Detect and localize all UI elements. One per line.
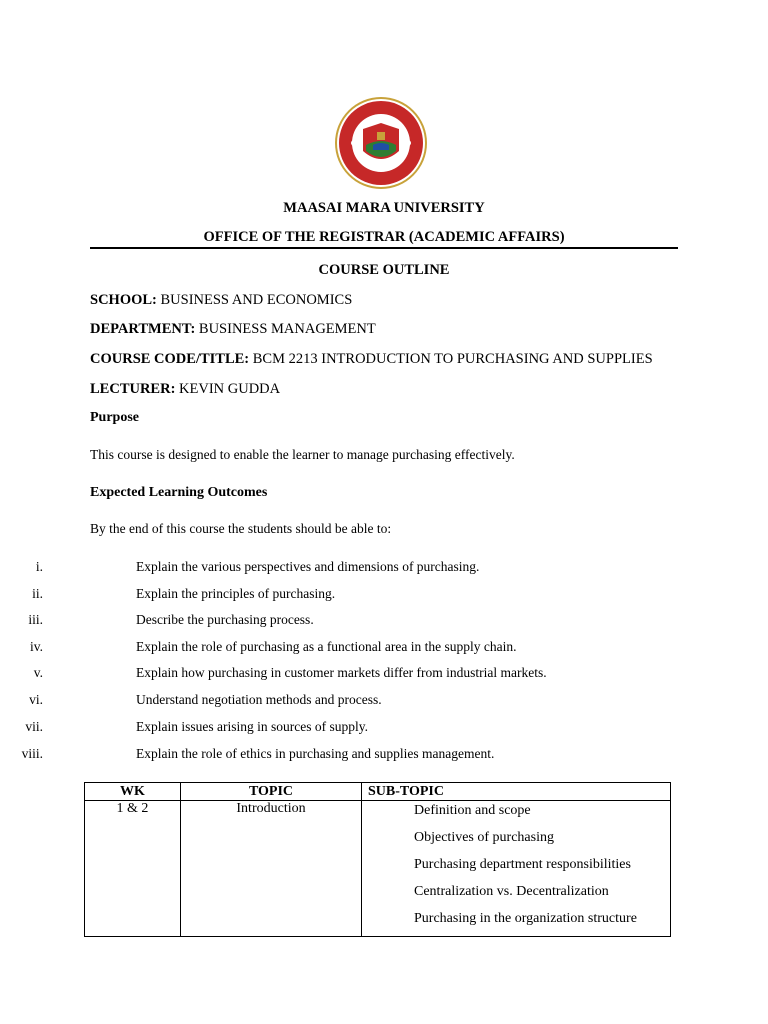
outcome-number: v. <box>33 665 43 680</box>
school-line <box>90 292 352 309</box>
purpose-text: This course is designed to enable the learner to manage purchasing effectively. <box>90 447 515 462</box>
outcome-text: Explain the role of purchasing as a functional area in the supply chain. <box>136 639 517 654</box>
outcome-number: ii. <box>32 586 43 601</box>
outcome-text: Describe the purchasing process. <box>136 612 314 627</box>
department-line <box>90 321 376 338</box>
column-header-subtopic: SUB-TOPIC <box>362 783 671 801</box>
document-title: COURSE OUTLINE <box>318 262 450 278</box>
outcome-text: Explain the various perspectives and dimensions of purchasing. <box>136 559 480 574</box>
subtopic-item: Centralization vs. Decentralization <box>414 884 609 899</box>
subtopic-item: Purchasing department responsibilities <box>414 857 631 872</box>
outcome-number: vii. <box>25 719 43 734</box>
outcome-number: i. <box>35 559 43 574</box>
topic-cell: Introduction <box>181 801 362 937</box>
outcomes-heading: Expected Learning Outcomes <box>90 485 268 500</box>
outcomes-intro: By the end of this course the students should be able to: <box>90 521 392 536</box>
university-name: MAASAI MARA UNIVERSITY <box>283 200 485 216</box>
lecturer-line <box>90 381 280 398</box>
department-value: BUSINESS MANAGEMENT <box>195 321 376 337</box>
subtopic-item: Objectives of purchasing <box>414 830 554 845</box>
office-title: OFFICE OF THE REGISTRAR (ACADEMIC AFFAIRS) <box>203 229 565 245</box>
column-header-topic: TOPIC <box>181 783 362 801</box>
school-value: BUSINESS AND ECONOMICS <box>156 292 353 308</box>
column-header-wk: WK <box>85 783 181 801</box>
course-value: BCM 2213 INTRODUCTION TO PURCHASING AND SUPPLIES <box>249 351 653 367</box>
table-row <box>85 801 671 937</box>
outcome-text: Understand negotiation methods and process. <box>136 692 382 707</box>
course-line <box>90 351 653 368</box>
lecturer-label: LECTURER: <box>90 381 176 397</box>
header-divider <box>90 247 678 249</box>
outcome-number: vi. <box>29 692 43 707</box>
university-logo <box>333 95 429 191</box>
subtopic-item: Definition and scope <box>414 803 531 818</box>
outcome-number: viii. <box>21 746 43 761</box>
outcome-text: Explain issues arising in sources of supply. <box>136 719 368 734</box>
subtopic-cell <box>362 801 671 937</box>
subtopic-item: Purchasing in the organization structure <box>414 911 637 926</box>
course-schedule-table <box>84 782 671 937</box>
week-cell: 1 & 2 <box>85 801 181 937</box>
outcome-text: Explain the role of ethics in purchasing and supplies management. <box>136 746 495 761</box>
lecturer-value: KEVIN GUDDA <box>175 381 281 397</box>
outcome-number: iv. <box>30 639 43 654</box>
school-label: SCHOOL: <box>90 292 157 308</box>
course-label: COURSE CODE/TITLE: <box>90 351 250 367</box>
department-label: DEPARTMENT: <box>90 321 196 337</box>
purpose-heading: Purpose <box>90 410 139 425</box>
outcome-text: Explain the principles of purchasing. <box>136 586 336 601</box>
outcome-text: Explain how purchasing in customer markets differ from industrial markets. <box>136 665 547 680</box>
outcome-number: iii. <box>28 612 43 627</box>
table-header-row <box>85 783 671 801</box>
